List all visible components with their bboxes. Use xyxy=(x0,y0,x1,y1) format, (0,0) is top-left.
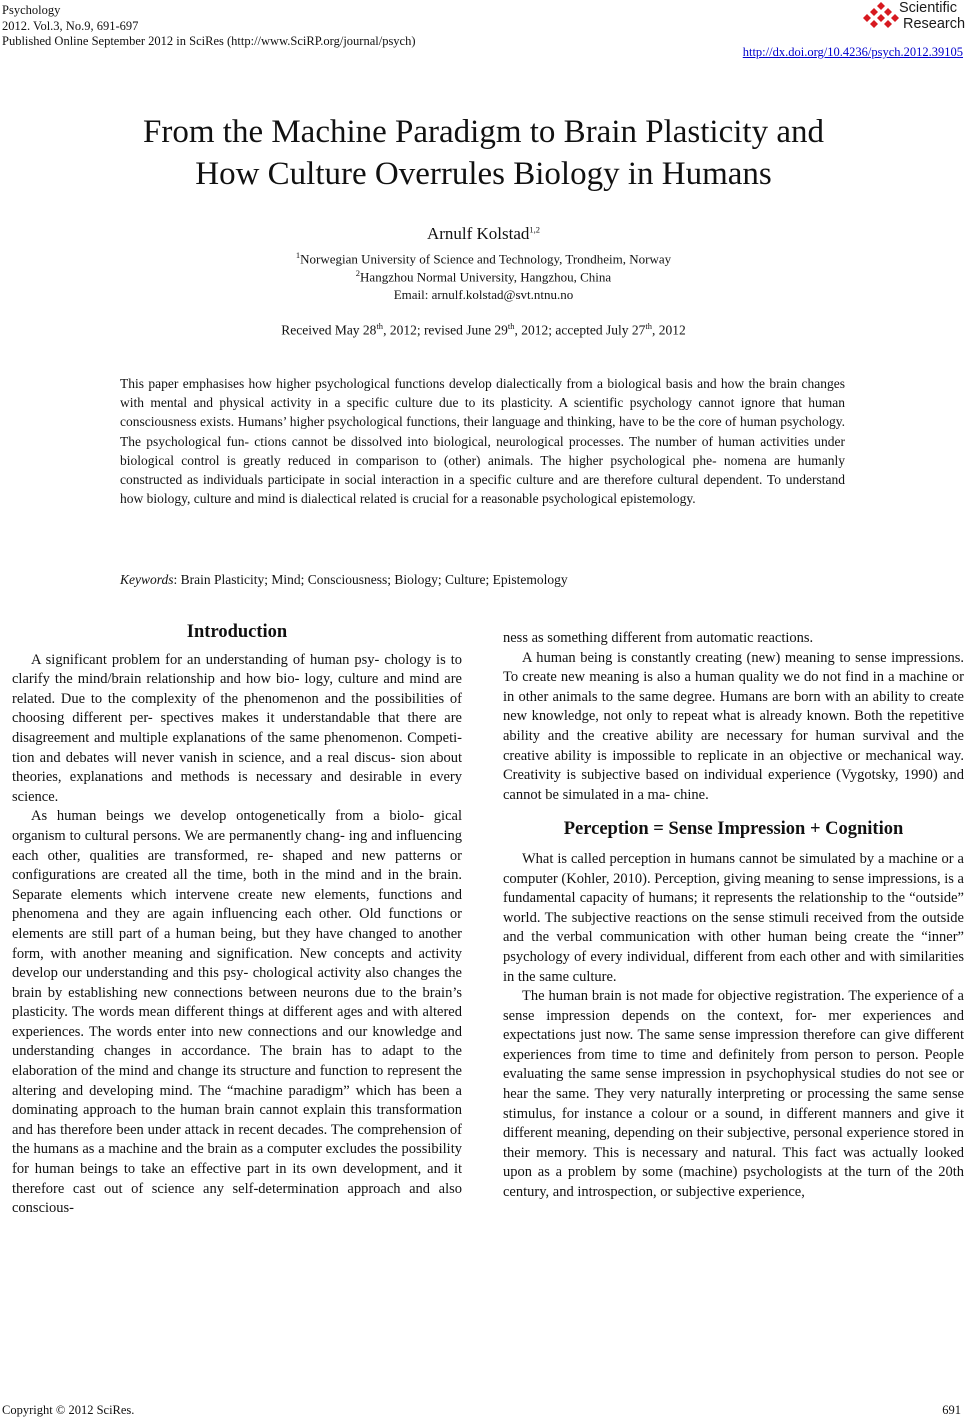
author-affiliation-marks: 1,2 xyxy=(529,224,541,235)
right-column xyxy=(503,629,964,1203)
section-heading-introduction: Introduction xyxy=(186,622,288,642)
abstract: This paper emphasises how higher psychological functions develop dialectically from a biological basis and how the brain changes with mental and physical activity in a specific culture due to its plasticity. A scientific psychology cannot ignore that human consciousness exists. Humans’ higher psychological functions, their language and thinking, have to be the core of human psychology. The psychological fun- ctions cannot be dissolved into biological, neurological processes. The number of human activities under biological control is greatly reduced in comparison to (other) animals. The higher psychological phe- nomena are humanly constructed as individuals participate in social interaction in a specific culture and are therefore cultural dependent. To understand how biology, culture and mind is dialectical related is crucial for a reasonable psychological epistemology. xyxy=(120,376,845,507)
author-email: Email: arnulf.kolstad@svt.ntnu.no xyxy=(393,287,574,302)
paragraph: A human being is constantly creating (new) meaning to sense impressions. To create new meaning is also a human quality we do not find in a machine or in other animals to the same degree. Humans are born with an ability to create new knowledge, not only to repeat what is already known. Both the repetitive ability and the creative ability are necessary for human survival and the creative ability is impossible to replicate in an objective or mechanical way. Creativity is subjective based on individual experience (Vygotsky, 1990) and cannot be simulated in a ma- chine. xyxy=(503,649,964,803)
paragraph: The human brain is not made for objective registration. The experience of a sense impression depends on the context, for- mer experiences and expectations just now. The same sense impression therefore can give different experiences from time to time and definitely from person to person. People evaluating the same sense impression in psychophysical studies do not see or hear the same. They very naturally interpreting or processing the same sense stimulus, for instance a colour or a sound, in different manners and give it different meaning, depending on their subjective, personal experience stored in their memory. This is necessary and natural. This fact was actually looked upon as a problem by some (machine) psychologists at the turn of the 20th century, and introspection, or subjective experience, xyxy=(503,988,964,1201)
journal-header xyxy=(2,3,416,50)
logo-line-2: Research xyxy=(903,16,966,32)
copyright: Copyright © 2012 SciRes. xyxy=(2,1403,135,1417)
affiliation-1-text: Norwegian University of Science and Technology, Trondheim, Norway xyxy=(300,251,672,267)
submission-dates xyxy=(0,321,967,339)
paragraph: What is called perception in humans cannot be simulated by a machine or a computer (Kohler, 2010). Perception, giving meaning to sense impressions, is a fundamental capacity of humans; it represents the relationship to the “outside” world. The subjective reactions on the sense stimuli received from the outside and the verbal communication with other human being create the “inner” psychology of every individual, different from each other and with similarities in the same culture. xyxy=(503,850,964,985)
keywords xyxy=(120,572,845,588)
logo-line-1: Scientific xyxy=(899,0,958,16)
publisher-logo-text xyxy=(899,0,965,32)
left-column xyxy=(12,623,462,1219)
revised-date: , 2012; revised June 29 xyxy=(383,322,508,338)
received-date-sup: th xyxy=(376,321,384,331)
doi-link[interactable]: http://dx.doi.org/10.4236/psych.2012.39105 xyxy=(742,45,963,59)
revised-date-sup: th xyxy=(507,321,515,331)
title-line-1: From the Machine Paradigm to Brain Plasticity and xyxy=(143,114,824,150)
paper-title xyxy=(0,111,967,195)
affiliation-1 xyxy=(0,250,967,267)
journal-volume: 2012. Vol.3, No.9, 691-697 xyxy=(2,18,139,33)
affiliation-2 xyxy=(0,268,967,285)
keywords-label: Keywords xyxy=(120,572,174,587)
paragraph: ness as something different from automatic reactions. xyxy=(503,630,814,646)
accepted-date: , 2012; accepted July 27 xyxy=(514,322,646,338)
doi-link-container xyxy=(743,45,963,60)
publisher-logo-icon xyxy=(863,2,899,32)
keywords-list: : Brain Plasticity; Mind; Consciousness; Biology; Culture; Epistemology xyxy=(173,572,568,587)
author-line xyxy=(0,224,967,244)
page-number: 691 xyxy=(942,1403,961,1417)
affiliation-2-text: Hangzhou Normal University, Hangzhou, China xyxy=(360,269,612,285)
author-name: Arnulf Kolstad xyxy=(426,224,530,243)
title-line-2: How Culture Overrules Biology in Humans xyxy=(195,156,772,192)
publication-info: Published Online September 2012 in SciRes (http://www.SciRP.org/journal/psych) xyxy=(2,34,416,48)
paragraph: As human beings we develop ontogenetically from a biolo- gical organism to cultural persons. We are permanently chang- ing and influencing each other, qualities are transformed, re- shaped and new patterns or configurations are created all the time, both in the mind and in the brain. Separate elements which intervene create new elements, functions and phenomena and they are again influencing each other. Old functions or elements are still part of a human being, but they have changed to another form, with another meaning and signification. New concepts and activity develop our understanding and this psy- chological activity also changes the brain by establishing new connections between neurons due to the brain’s plasticity. The words mean different things at different ages and with altered experiences. The words enter into new connections and our knowledge and understanding changes in accordance. The brain has to adapt to the elaboration of the mind and change its structure and function to represent the altering and developing mind. The “machine paradigm” which has been a dominating approach to the human brain cannot explain this transformation and has therefore been under attack in recent decades. The comprehension of the humans as a machine and the brain as a computer excludes the possibility for human beings to take an effective part in its own development, and it therefore cast out of science any self-determination approach and also conscious- xyxy=(12,808,462,1217)
publisher-logo xyxy=(863,0,966,34)
paragraph: A significant problem for an understanding of human psy- chology is to clarify the mind/brain relationship and how bio- logy, culture and mind are related. Due to the complexity of the phenomenon and the possibilities of choosing different per- spectives makes it understandable that there are disagreement and multiple explanations of the same phenomenon. Competi- tion and debates will never vanish in science, and a real discus- sion about theories, explanations and methods is necessary and desirable in every science. xyxy=(12,651,462,805)
journal-name: Psychology xyxy=(2,3,61,17)
received-date: Received May 28 xyxy=(281,322,377,338)
affiliation-2-mark: 2 xyxy=(355,268,361,278)
dates-end: , 2012 xyxy=(652,322,686,338)
affiliation-1-mark: 1 xyxy=(295,250,301,260)
accepted-date-sup: th xyxy=(645,321,653,331)
section-heading-perception: Perception = Sense Impression + Cognition xyxy=(563,819,904,840)
